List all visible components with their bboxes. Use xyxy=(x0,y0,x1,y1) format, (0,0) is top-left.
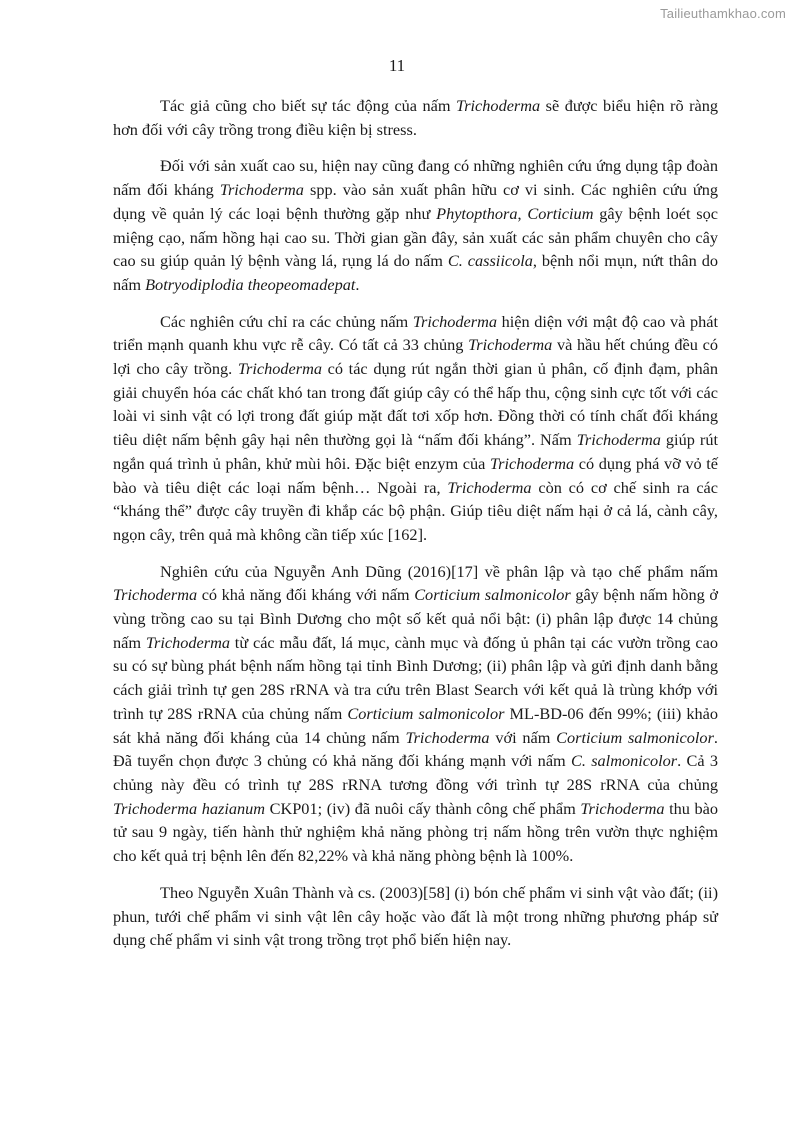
page-number: 11 xyxy=(388,56,406,75)
paragraph xyxy=(113,881,718,952)
text-run: gây bệnh nấm hồng ở vùng trồng cao su tại Bình Dương cho một số kết quả nổi bật: (i) phân lập được 14 chủng nấm xyxy=(113,585,718,652)
italic-term: Trichoderma xyxy=(412,311,497,331)
text-run: CKP01; (iv) đã nuôi cấy thành công chế phẩm xyxy=(265,798,581,818)
italic-term: Trichoderma xyxy=(468,335,553,355)
text-run: gây bệnh loét sọc miệng cạo, nấm hồng hại cao su. Thời gian gần đây, sản xuất các sản phẩm chuyên cho cây cao su giúp quản lý bệnh vàng lá, rụng lá do nấm xyxy=(113,203,718,271)
italic-term: Trichoderma xyxy=(219,180,304,200)
text-run: với nấm xyxy=(489,727,557,747)
paragraph xyxy=(113,94,718,141)
text-run: spp. vào sản xuất phân hữu cơ vi sinh. Các nghiên cứu ứng dụng về quản lý các loại bệnh thường gặp như xyxy=(113,180,719,223)
text-run: sẽ được biểu hiện rõ ràng hơn đối với cây trồng trong điều kiện bị stress. xyxy=(113,96,719,139)
text-run: . xyxy=(355,274,360,294)
paragraph xyxy=(113,154,718,296)
text-run: . Cả 3 chủng này đều có trình tự 28S rRNA tương đồng với trình tự 28S rRNA của chủng xyxy=(113,751,718,794)
text-run: . Đã tuyển chọn được 3 chủng có khả năng đối kháng mạnh với nấm xyxy=(113,727,718,771)
text-run: và hầu hết chúng đều có lợi cho cây trồng. xyxy=(113,335,718,379)
text-run: Theo Nguyễn Xuân Thành và cs. (2003)[58] (i) bón chế phẩm vi sinh vật vào đất; (ii) phun, tưới chế phẩm vi sinh vật lên cây hoặc vào đất là một trong những phương pháp sử dụng chế phẩm vi sinh vật trong trồng trọt phổ biến hiện nay. xyxy=(113,882,718,950)
text-run: Nghiên cứu của Nguyễn Anh Dũng (2016)[17] về phân lập và tạo chế phẩm nấm xyxy=(160,561,718,581)
text-run: , xyxy=(517,203,528,223)
italic-term: C. salmonicolor xyxy=(571,751,678,771)
text-run: Tác giả cũng cho biết sự tác động của nấm xyxy=(160,96,457,115)
paragraph xyxy=(113,310,718,547)
italic-term: Trichoderma xyxy=(113,585,198,605)
italic-term: C. cassiicola xyxy=(447,251,533,271)
italic-term: Trichoderma xyxy=(576,430,661,450)
watermark: Tailieuthamkhao.com xyxy=(660,6,786,21)
text-run: thu bào tử sau 9 ngày, tiến hành thử nghiệm khả năng phòng trị nấm hồng trên vườn thực nghiệm cho kết quả trị bệnh lên đến 82,22% và khả năng phòng bệnh là 100%. xyxy=(113,798,719,866)
text-run: , bệnh nổi mụn, nứt thân do nấm xyxy=(113,251,718,294)
italic-term: Botryodiplodia theopeomadepat xyxy=(145,274,356,294)
text-run: hiện diện với mật độ cao và phát triển mạnh quanh khu vực rễ cây. Có tất cả 33 chủng xyxy=(113,311,718,355)
paragraph xyxy=(113,560,718,868)
text-run: từ các mẫu đất, lá mục, cành mục và đống ủ phân tại các vườn trồng cao su có sự bùng phát bệnh nấm hồng tại tỉnh Bình Dương; (ii) phân lập và gửi định danh bằng cách giải trình tự gen 28S rRNA và tra cứu trên Blast Search với kết quả là trùng khớp với trình tự 28S rRNA của chủng nấm xyxy=(113,632,718,723)
italic-term: Trichoderma xyxy=(145,632,230,652)
italic-term: Trichoderma xyxy=(405,727,490,747)
italic-term: Corticium xyxy=(527,203,594,223)
text-run: có khả năng đối kháng với nấm xyxy=(197,585,415,605)
text-run: có tác dụng rút ngắn thời gian ủ phân, cố định đạm, phân giải chuyển hóa các chất khó tan trong đất giúp cây có thể hấp thu, cộng sinh cực tốt với các loài vi sinh vật có lợi trong đất giúp mặt đất tơi xốp hơn. Đồng thời có tính chất đối kháng tiêu diệt nấm bệnh gây hại nên thường gọi là “nấm đối kháng”. Nấm xyxy=(113,359,718,450)
italic-term: Corticium salmonicolor xyxy=(347,703,505,723)
italic-term: Trichoderma xyxy=(447,477,532,497)
text-run: Đối với sản xuất cao su, hiện nay cũng đang có những nghiên cứu ứng dụng tập đoàn nấm đối kháng xyxy=(113,156,718,200)
text-run: giúp rút ngắn quá trình ủ phân, khử mùi hôi. Đặc biệt enzym của xyxy=(113,430,718,473)
italic-term: Trichoderma xyxy=(490,453,575,473)
italic-term: Phytopthora xyxy=(436,203,518,223)
document-body xyxy=(113,94,718,965)
italic-term: Corticium salmonicolor xyxy=(414,585,571,605)
italic-term: Trichoderma xyxy=(456,96,541,115)
italic-term: Trichoderma xyxy=(580,798,665,818)
italic-term: Trichoderma hazianum xyxy=(113,798,266,818)
text-run: ML-BD-06 đến 99%; (iii) khảo sát khả năng đối kháng của 14 chủng nấm xyxy=(113,703,718,747)
text-run: còn có cơ chế sinh ra các “kháng thể” được cây truyền đi khắp các bộ phận. Giúp tiêu diệt nấm hại ở cả lá, cành cây, ngọn cây, trên quả mà không cần tiếp xúc [162]. xyxy=(113,477,719,544)
text-run: Các nghiên cứu chỉ ra các chủng nấm xyxy=(160,311,413,331)
italic-term: Trichoderma xyxy=(237,359,322,379)
text-run: có dụng phá vỡ vỏ tế bào và tiêu diệt các loại nấm bệnh… Ngoài ra, xyxy=(113,453,718,497)
italic-term: Corticium salmonicolor xyxy=(556,727,714,747)
